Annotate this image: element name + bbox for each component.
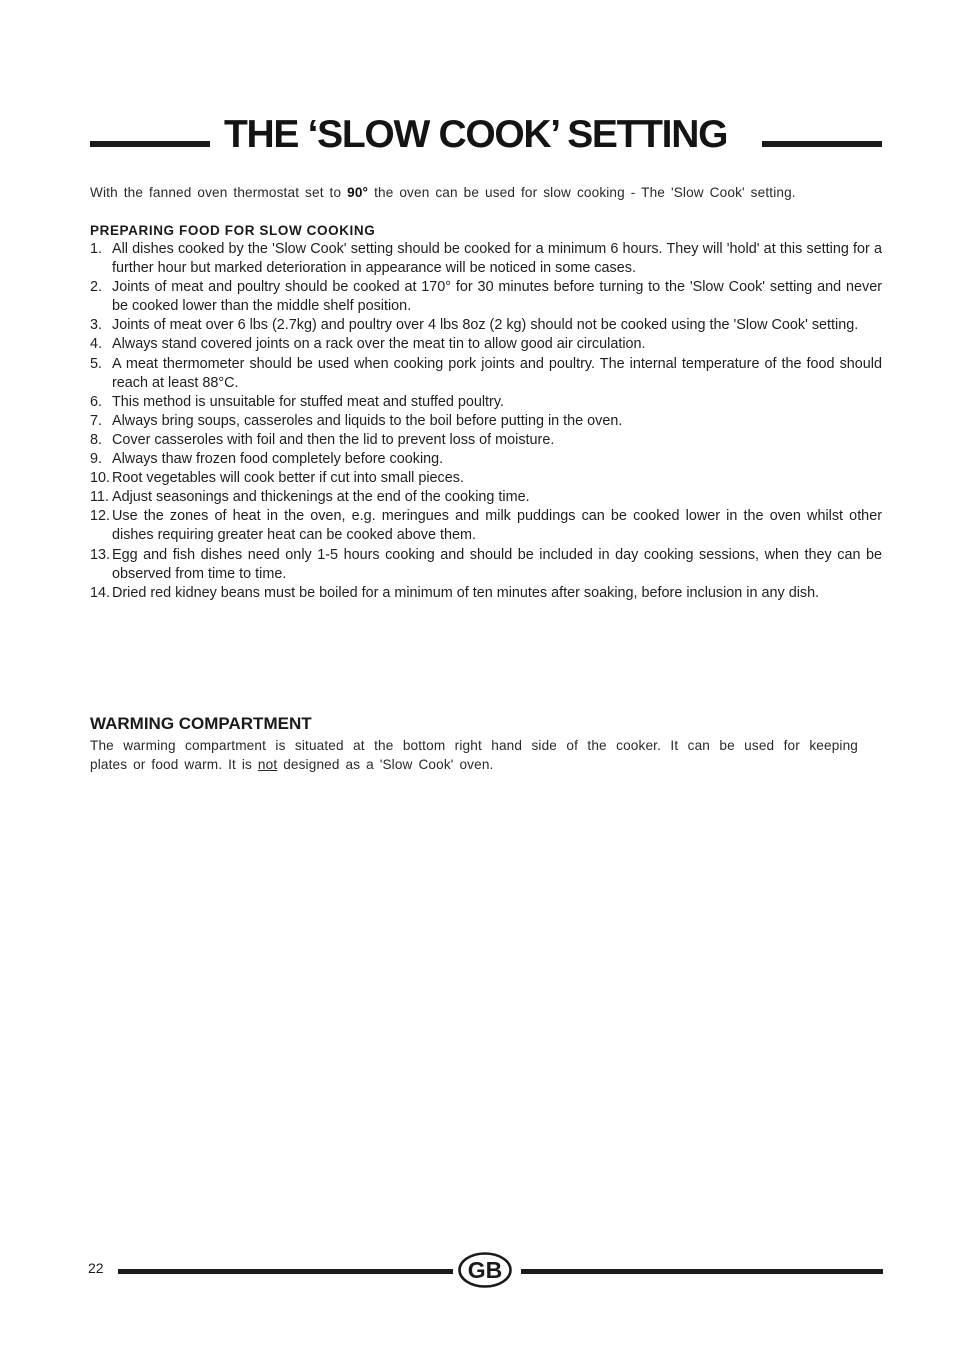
step-item bbox=[90, 431, 882, 450]
intro-text-before: With the fanned oven thermostat set to bbox=[90, 185, 348, 200]
step-text: This method is unsuitable for stuffed meat and stuffed poultry. bbox=[112, 393, 504, 410]
step-item bbox=[90, 316, 882, 335]
step-number: 10. bbox=[90, 470, 111, 487]
step-item bbox=[90, 412, 882, 431]
step-text: Adjust seasonings and thickenings at the end of the cooking time. bbox=[112, 489, 530, 506]
step-number: 7. bbox=[90, 412, 103, 429]
step-text: A meat thermometer should be used when cooking pork joints and poultry. The internal temperature of the food should reach at least 88°C. bbox=[112, 355, 882, 391]
warming-line-1: The warming compartment is situated at the bottom right hand side of the cooker. It can be used for keeping bbox=[90, 738, 858, 753]
step-number: 2. bbox=[90, 279, 103, 296]
preparing-heading: PREPARING FOOD FOR SLOW COOKING bbox=[90, 223, 376, 238]
step-item bbox=[90, 278, 882, 316]
step-text: Joints of meat over 6 lbs (2.7kg) and poultry over 4 lbs 8oz (2 kg) should not be cooked using the 'Slow Cook' setting. bbox=[112, 317, 859, 334]
title-rule-right bbox=[762, 141, 882, 147]
step-item bbox=[90, 469, 882, 488]
step-text: Always stand covered joints on a rack over the meat tin to allow good air circulation. bbox=[112, 336, 646, 353]
page-number: 22 bbox=[88, 1260, 104, 1276]
title-row bbox=[90, 112, 882, 158]
warming-heading: WARMING COMPARTMENT bbox=[90, 714, 312, 733]
warming-line-2-after: designed as a 'Slow Cook' oven. bbox=[277, 757, 494, 772]
gb-badge-label: GB bbox=[467, 1257, 503, 1283]
intro-temperature: 90° bbox=[347, 185, 369, 200]
step-item bbox=[90, 507, 882, 545]
intro-text-after: the oven can be used for slow cooking - The 'Slow Cook' setting. bbox=[368, 185, 796, 200]
step-text: Cover casseroles with foil and then the lid to prevent loss of moisture. bbox=[112, 431, 555, 448]
step-number: 8. bbox=[90, 431, 103, 448]
step-number: 4. bbox=[90, 336, 103, 353]
step-number: 14. bbox=[90, 584, 111, 601]
step-number: 1. bbox=[90, 241, 103, 257]
step-text: Joints of meat and poultry should be cooked at 170° for 30 minutes before turning to the 'Slow Cook' setting and never be cooked lower than the middle shelf position. bbox=[112, 279, 882, 315]
step-item bbox=[90, 355, 882, 393]
step-number: 11. bbox=[90, 489, 109, 506]
step-number: 13. bbox=[90, 546, 111, 563]
footer-rule-right bbox=[521, 1269, 883, 1274]
step-number: 9. bbox=[90, 451, 103, 468]
gb-badge bbox=[458, 1252, 512, 1288]
warming-line-2 bbox=[90, 755, 858, 774]
step-text: Always thaw frozen food completely before cooking. bbox=[112, 451, 444, 468]
intro-paragraph bbox=[90, 184, 882, 202]
step-item bbox=[90, 450, 882, 469]
warming-line-2-before: plates or food warm. It is bbox=[90, 757, 258, 772]
warming-underlined-word: not bbox=[257, 757, 278, 772]
step-number: 6. bbox=[90, 393, 103, 410]
step-text: All dishes cooked by the 'Slow Cook' setting should be cooked for a minimum 6 hours. They will 'hold' at this setting for a further hour but marked deterioration in appearance will be noticed in some cases. bbox=[112, 241, 882, 277]
page-title: THE ‘SLOW COOK’ SETTING bbox=[224, 113, 728, 156]
preparation-steps-list bbox=[90, 240, 882, 603]
step-item bbox=[90, 393, 882, 412]
title-rule-left bbox=[90, 141, 210, 147]
step-number: 3. bbox=[90, 317, 103, 334]
step-item bbox=[90, 240, 882, 278]
footer-rule-left bbox=[118, 1269, 453, 1274]
step-text: Dried red kidney beans must be boiled for a minimum of ten minutes after soaking, before inclusion in any dish. bbox=[112, 584, 820, 601]
step-number: 12. bbox=[90, 508, 111, 525]
step-text: Egg and fish dishes need only 1-5 hours cooking and should be included in day cooking sessions, when they can be observed from time to time. bbox=[112, 546, 882, 582]
step-number: 5. bbox=[90, 355, 103, 372]
step-item bbox=[90, 584, 882, 603]
step-text: Root vegetables will cook better if cut into small pieces. bbox=[112, 470, 464, 487]
step-item bbox=[90, 546, 882, 584]
warming-paragraph bbox=[90, 736, 858, 774]
step-item bbox=[90, 335, 882, 354]
step-text: Always bring soups, casseroles and liquids to the boil before putting in the oven. bbox=[112, 412, 623, 429]
step-text: Use the zones of heat in the oven, e.g. meringues and milk puddings can be cooked lower in the oven whilst other dishes requiring greater heat can be cooked above them. bbox=[112, 508, 882, 544]
step-item bbox=[90, 488, 882, 507]
